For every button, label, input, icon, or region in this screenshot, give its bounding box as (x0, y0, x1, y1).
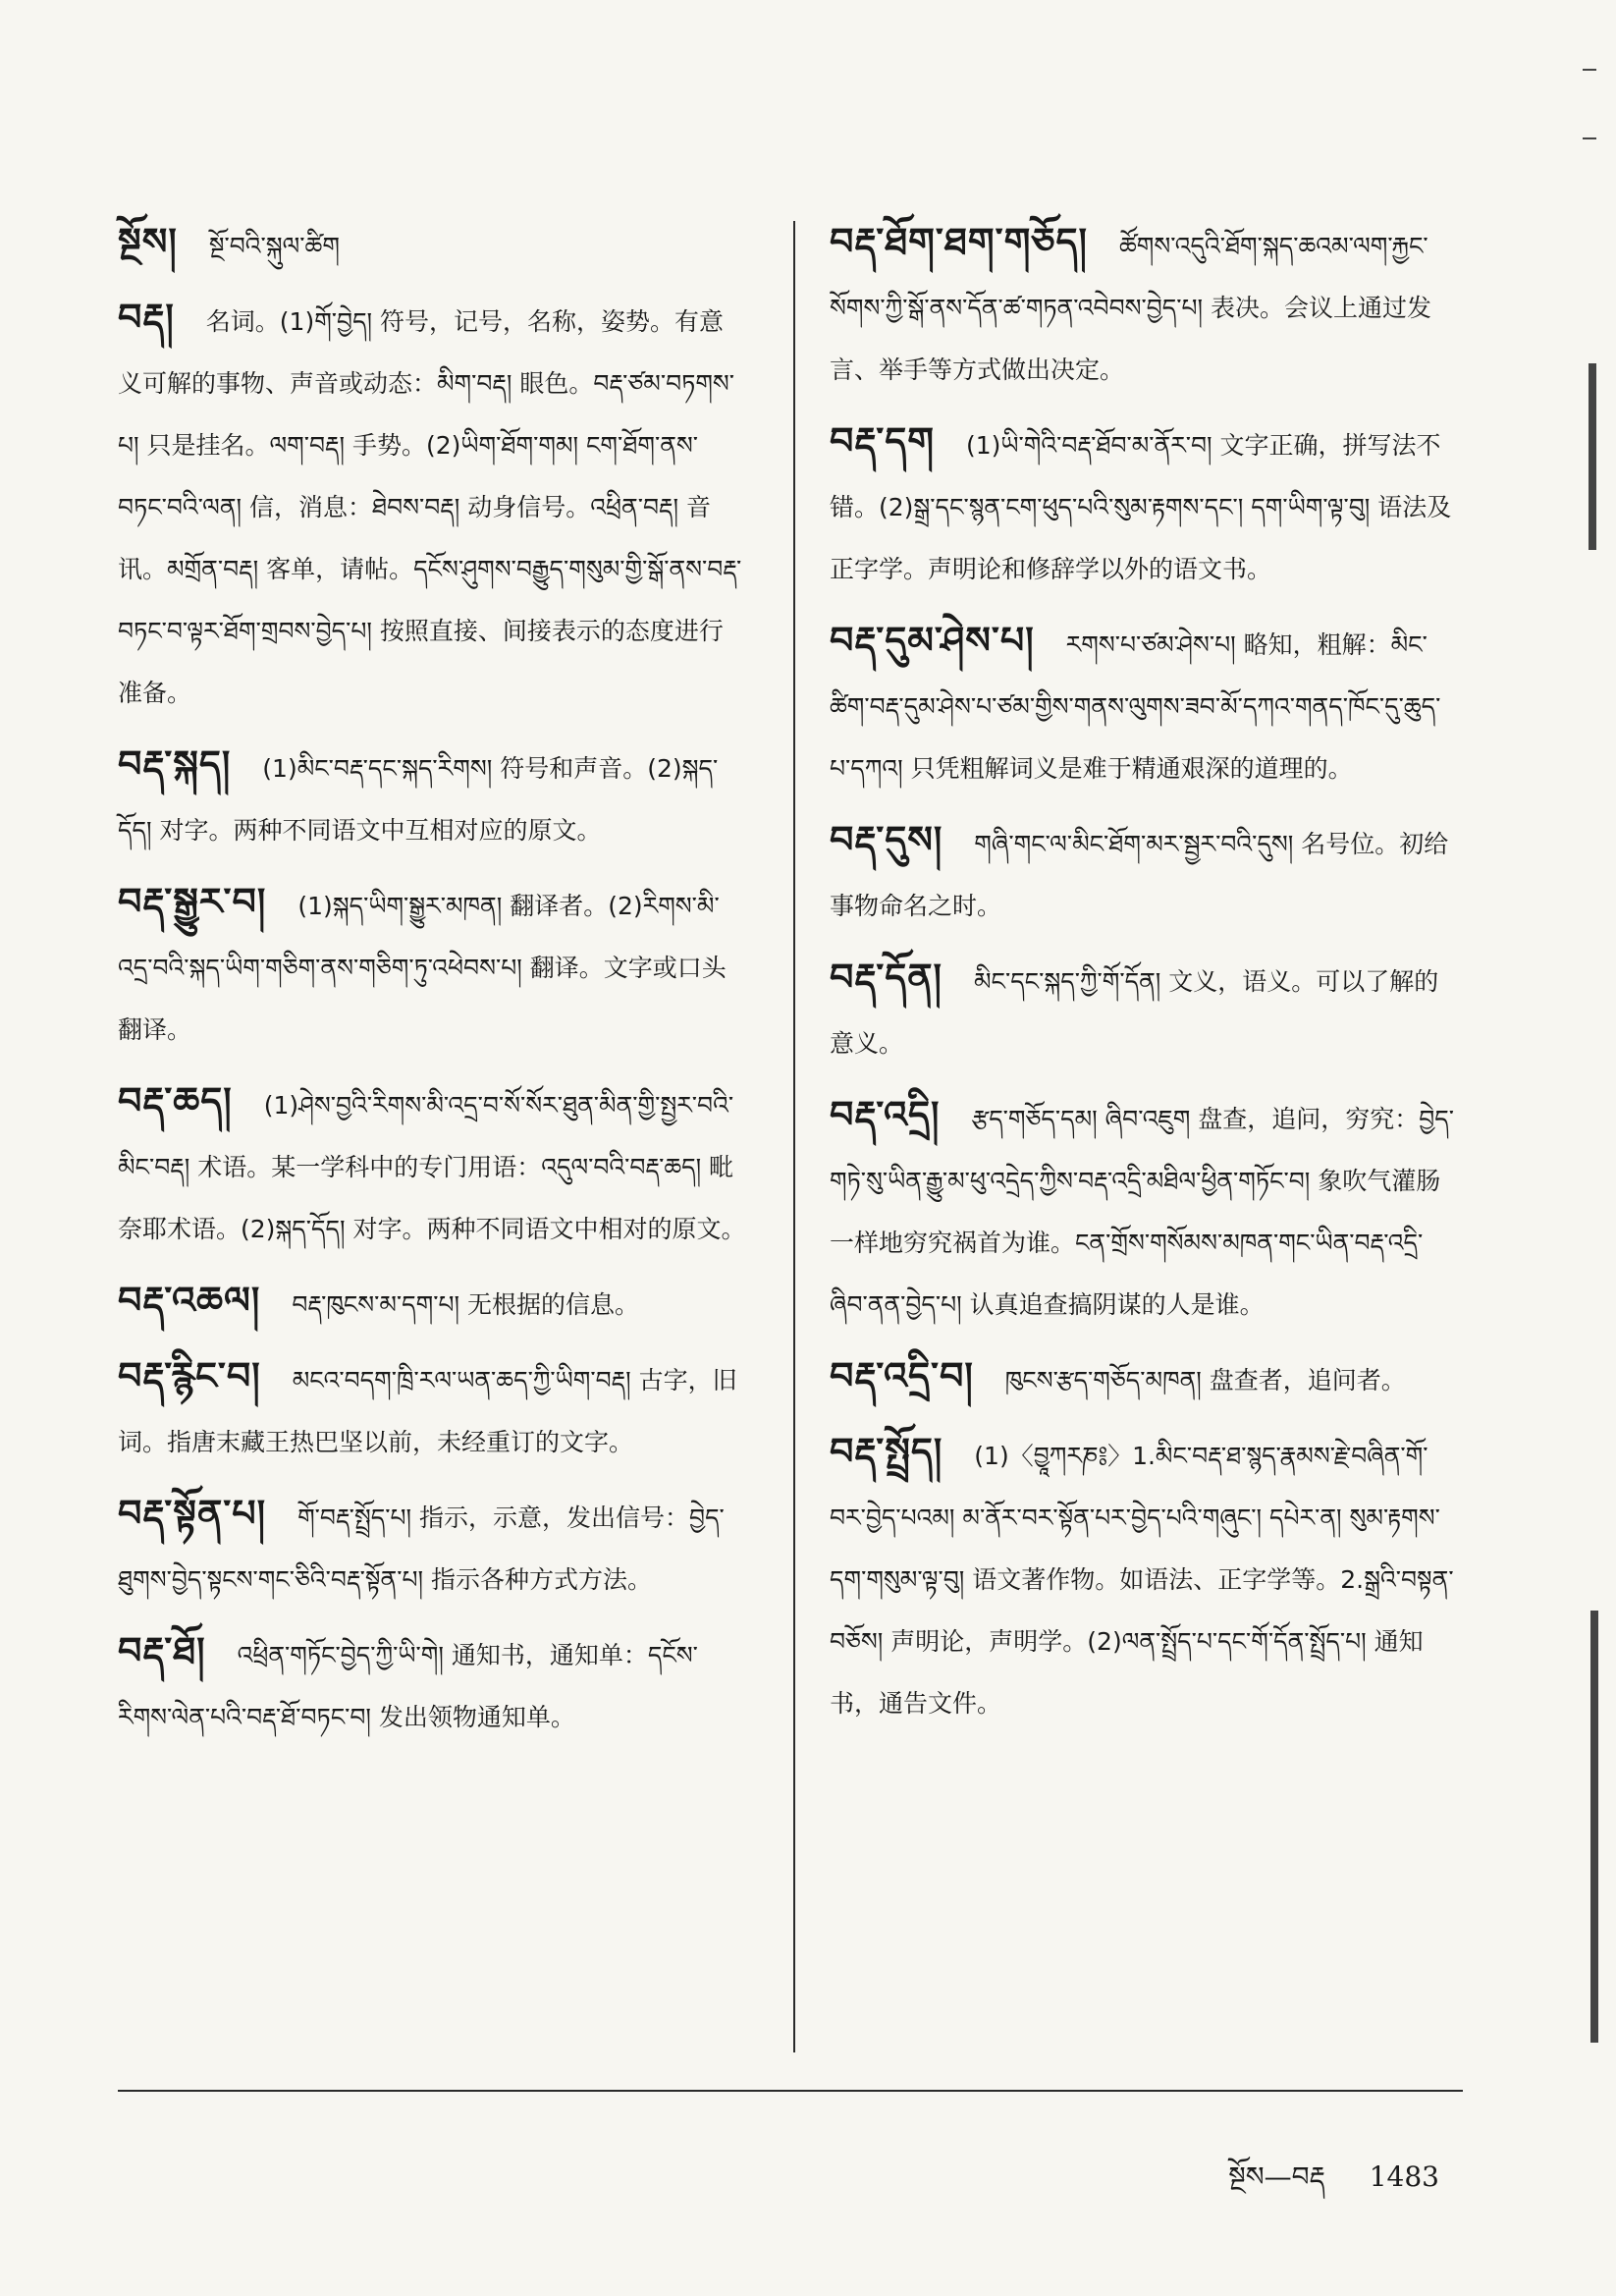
entry-headword: བརྡ་སྐད། (118, 742, 232, 786)
dictionary-entry (830, 809, 1458, 937)
dictionary-entry (830, 1345, 1458, 1411)
page-footer (1228, 2146, 1439, 2223)
dictionary-entry (118, 871, 746, 1061)
page-number: 1483 (1369, 2160, 1439, 2193)
entry-headword: བརྡ་སྟོན་པ། (118, 1492, 267, 1535)
entry-headword: བརྡ་ཆད། (118, 1079, 233, 1122)
entry-definition: རྩད་གཅོད་དམ། ཞིབ་འཇུག 盘查，追问，穷究：བྱེད་གཏེ་སུ་ཡིན་རྒྱུ་མ་ཕུ་འདྲེད་ཀྱིས་བརྡ་འདྲི་མཐིལ་ཕྱིན་གཏོང་བ། 象吹气灌肠一样地穷究祸首为谁。ངན་གྲོས་གསོམས་མཁན་གང་ཡིན་བརྡ་འདྲི་ཞིབ་ནན་བྱེད་པ། 认真追查搞阴谋的人是谁。 (830, 1105, 1454, 1319)
dictionary-entry (118, 1070, 746, 1260)
entry-headword: བརྡ་དག (830, 419, 935, 463)
thumb-index-mark (1583, 69, 1596, 71)
entry-headword: བརྡ་དུས། (830, 818, 943, 861)
entry-definition: (1)ཡི་གེའི་བརྡ་ཐོབ་མ་ནོར་བ། 文字正确，拼写法不错。(2)སྒྲ་དང་སྙན་ངག་ཕུད་པའི་སུམ་རྟགས་དང་། དག་ཡིག་ལྟ་བུ། 语法及正字学。声明论和修辞学以外的语文书。 (830, 431, 1452, 583)
thumb-index-mark (1590, 1611, 1598, 2043)
thumb-index-mark (1589, 363, 1596, 550)
entry-definition: ཚོགས་འདུའི་ཐོག་སྐད་ཆའམ་ལག་རྐྱང་སོགས་ཀྱི་སྒོ་ནས་དོན་ཚ་གཏན་འབེབས་བྱེད་པ། 表决。会议上通过发言、举手等方式做出决定。 (830, 232, 1431, 384)
entry-headword: བརྡ་དོན། (830, 956, 943, 999)
dictionary-entry (118, 1483, 746, 1611)
entry-headword: སྔོས། (118, 220, 178, 263)
dictionary-entry (118, 1270, 746, 1336)
dictionary-entry (118, 287, 746, 724)
dictionary-entry (830, 947, 1458, 1074)
right-column (830, 211, 1458, 1744)
entry-definition: 名词。(1)གོ་བྱེད། 符号，记号，名称，姿势。有意义可解的事物、声音或动态：མིག་བརྡ། 眼色。བརྡ་ཙམ་བཏགས་པ། 只是挂名。ལག་བརྡ། 手势。(2)ཡིག་ཐོག་གམ། ངག་ཐོག་ནས་བཏང་བའི་ལན། 信，消息：ཐེབས་བརྡ། 动身信号。འཕྲིན་བརྡ། 音讯。མགྲོན་བརྡ། 客单，请帖。དངོས་ཤུགས་བརྒྱུད་གསུམ་གྱི་སྒོ་ནས་བརྡ་བཏང་བ་ལྟར་ཐོག་གྲབས་བྱེད་པ། 按照直接、间接表示的态度进行准备。 (118, 307, 742, 707)
footer-rule (118, 2090, 1463, 2092)
dictionary-entry (118, 1345, 746, 1473)
entry-definition: སྔོ་བའི་སྐུལ་ཚིག (208, 232, 340, 260)
entry-definition: (1)〈བྱཱཀརཎ༔〉1.མིང་བརྡ་ཐ་སྙད་རྣམས་རྗེ་བཞིན་གོ་བར་བྱེད་པའམ། མ་ནོར་བར་སྟོན་པར་བྱེད་པའི་གཞུང་། དཔེར་ན། སུམ་རྟགས་དག་གསུམ་ལྟ་བུ། 语文著作物。如语法、正字学等。2.སྒྲའི་བསྟན་བཅོས། 声明论，声明学。(2)ལན་སྤྲོད་པ་དང་གོ་དོན་སྤྲོད་པ། 通知书，通告文件。 (830, 1442, 1454, 1718)
entry-definition: མངའ་བདག་ཁྲི་རལ་ཡན་ཆད་ཀྱི་ཡིག་བརྡ། 古字，旧词。指唐末藏王热巴坚以前，未经重订的文字。 (118, 1366, 737, 1456)
entry-headword: བརྡ། (118, 296, 175, 339)
entry-definition: གཞི་གང་ལ་མིང་ཐོག་མར་སྦྱར་བའི་དུས། 名号位。初给事物命名之时。 (830, 830, 1449, 920)
entry-headword: བརྡ་ཐོ། (118, 1629, 206, 1672)
left-column (118, 211, 746, 1758)
dictionary-entry (830, 410, 1458, 600)
entry-definition: (1)ཤེས་བྱའི་རིགས་མི་འདྲ་བ་སོ་སོར་ཐུན་མིན་གྱི་སྤྱར་བའི་མིང་བརྡ། 术语。某一学科中的专门用语：འདུལ་བའི་བརྡ་ཆད། 毗奈耶术语。(2)སྐད་དོད། 对字。两种不同语文中相对的原文。 (118, 1091, 746, 1243)
entry-definition: གོ་བརྡ་སྤྲོད་པ། 指示，示意，发出信号：བྱེད་ཐུགས་བྱེད་སྟངས་གང་ཅིའི་བརྡ་སྟོན་པ། 指示各种方式方法。 (118, 1503, 725, 1594)
entry-definition: (1)སྐད་ཡིག་སྒྱུར་མཁན། 翻译者。(2)རིགས་མི་འདྲ་བའི་སྐད་ཡིག་གཅིག་ནས་གཅིག་ཏུ་འཕེབས་པ། 翻译。文字或口头翻译。 (118, 892, 727, 1044)
dictionary-entry (118, 211, 746, 277)
dictionary-entry (830, 211, 1458, 401)
dictionary-entry (118, 734, 746, 861)
entry-definition: མིང་དང་སྐད་ཀྱི་གོ་དོན། 文义，语义。可以了解的意义。 (830, 967, 1439, 1058)
entry-headword: བརྡ་འདྲི་བ། (830, 1354, 974, 1397)
entry-definition: ཁུངས་རྩད་གཅོད་མཁན། 盘查者，追问者。 (1004, 1366, 1406, 1394)
entry-headword: བརྡ་འཆལ། (118, 1279, 261, 1322)
thumb-index-mark (1583, 137, 1596, 139)
entry-headword: བརྡ་རྙིང་བ། (118, 1354, 261, 1397)
dictionary-entry (830, 1084, 1458, 1336)
dictionary-entry (118, 1620, 746, 1748)
entry-headword: བརྡ་ཐོག་ཐག་གཅོད། (830, 220, 1088, 263)
entry-definition: རགས་པ་ཙམ་ཤེས་པ། 略知，粗解：མིང་ཚིག་བརྡ་དུམ་ཤེས་པ་ཙམ་གྱིས་གནས་ལུགས་ཟབ་མོ་དཀའ་གནད་ཁོང་དུ་ཆུད་པ་དཀའ། 只凭粗解词义是难于精通艰深的道理的。 (830, 630, 1441, 783)
entry-headword: བརྡ་སྤྲོད། (830, 1430, 943, 1473)
entry-definition: (1)མིང་བརྡ་དང་སྐད་རིགས། 符号和声音。(2)སྐད་དོད། 对字。两种不同语文中互相对应的原文。 (118, 754, 719, 845)
column-divider (793, 221, 795, 2052)
entry-headword: བརྡ་འདྲི། (830, 1093, 941, 1136)
entry-definition: འཕྲིན་གཏོང་བྱེད་ཀྱི་ཡི་གེ། 通知书，通知单：དངོས་རིགས་ལེན་པའི་བརྡ་ཐོ་བཏང་བ། 发出领物通知单。 (118, 1641, 698, 1731)
entry-headword: བརྡ་དུམ་ཤེས་པ། (830, 619, 1035, 662)
dictionary-entry (830, 610, 1458, 799)
dictionary-entry (830, 1421, 1458, 1734)
entry-definition: བརྡ་ཁུངས་མ་དག་པ། 无根据的信息。 (292, 1290, 640, 1319)
entry-headword: བརྡ་སྒྱུར་བ། (118, 880, 267, 923)
headword-range: སྔོས—བརྡ (1228, 2160, 1325, 2193)
